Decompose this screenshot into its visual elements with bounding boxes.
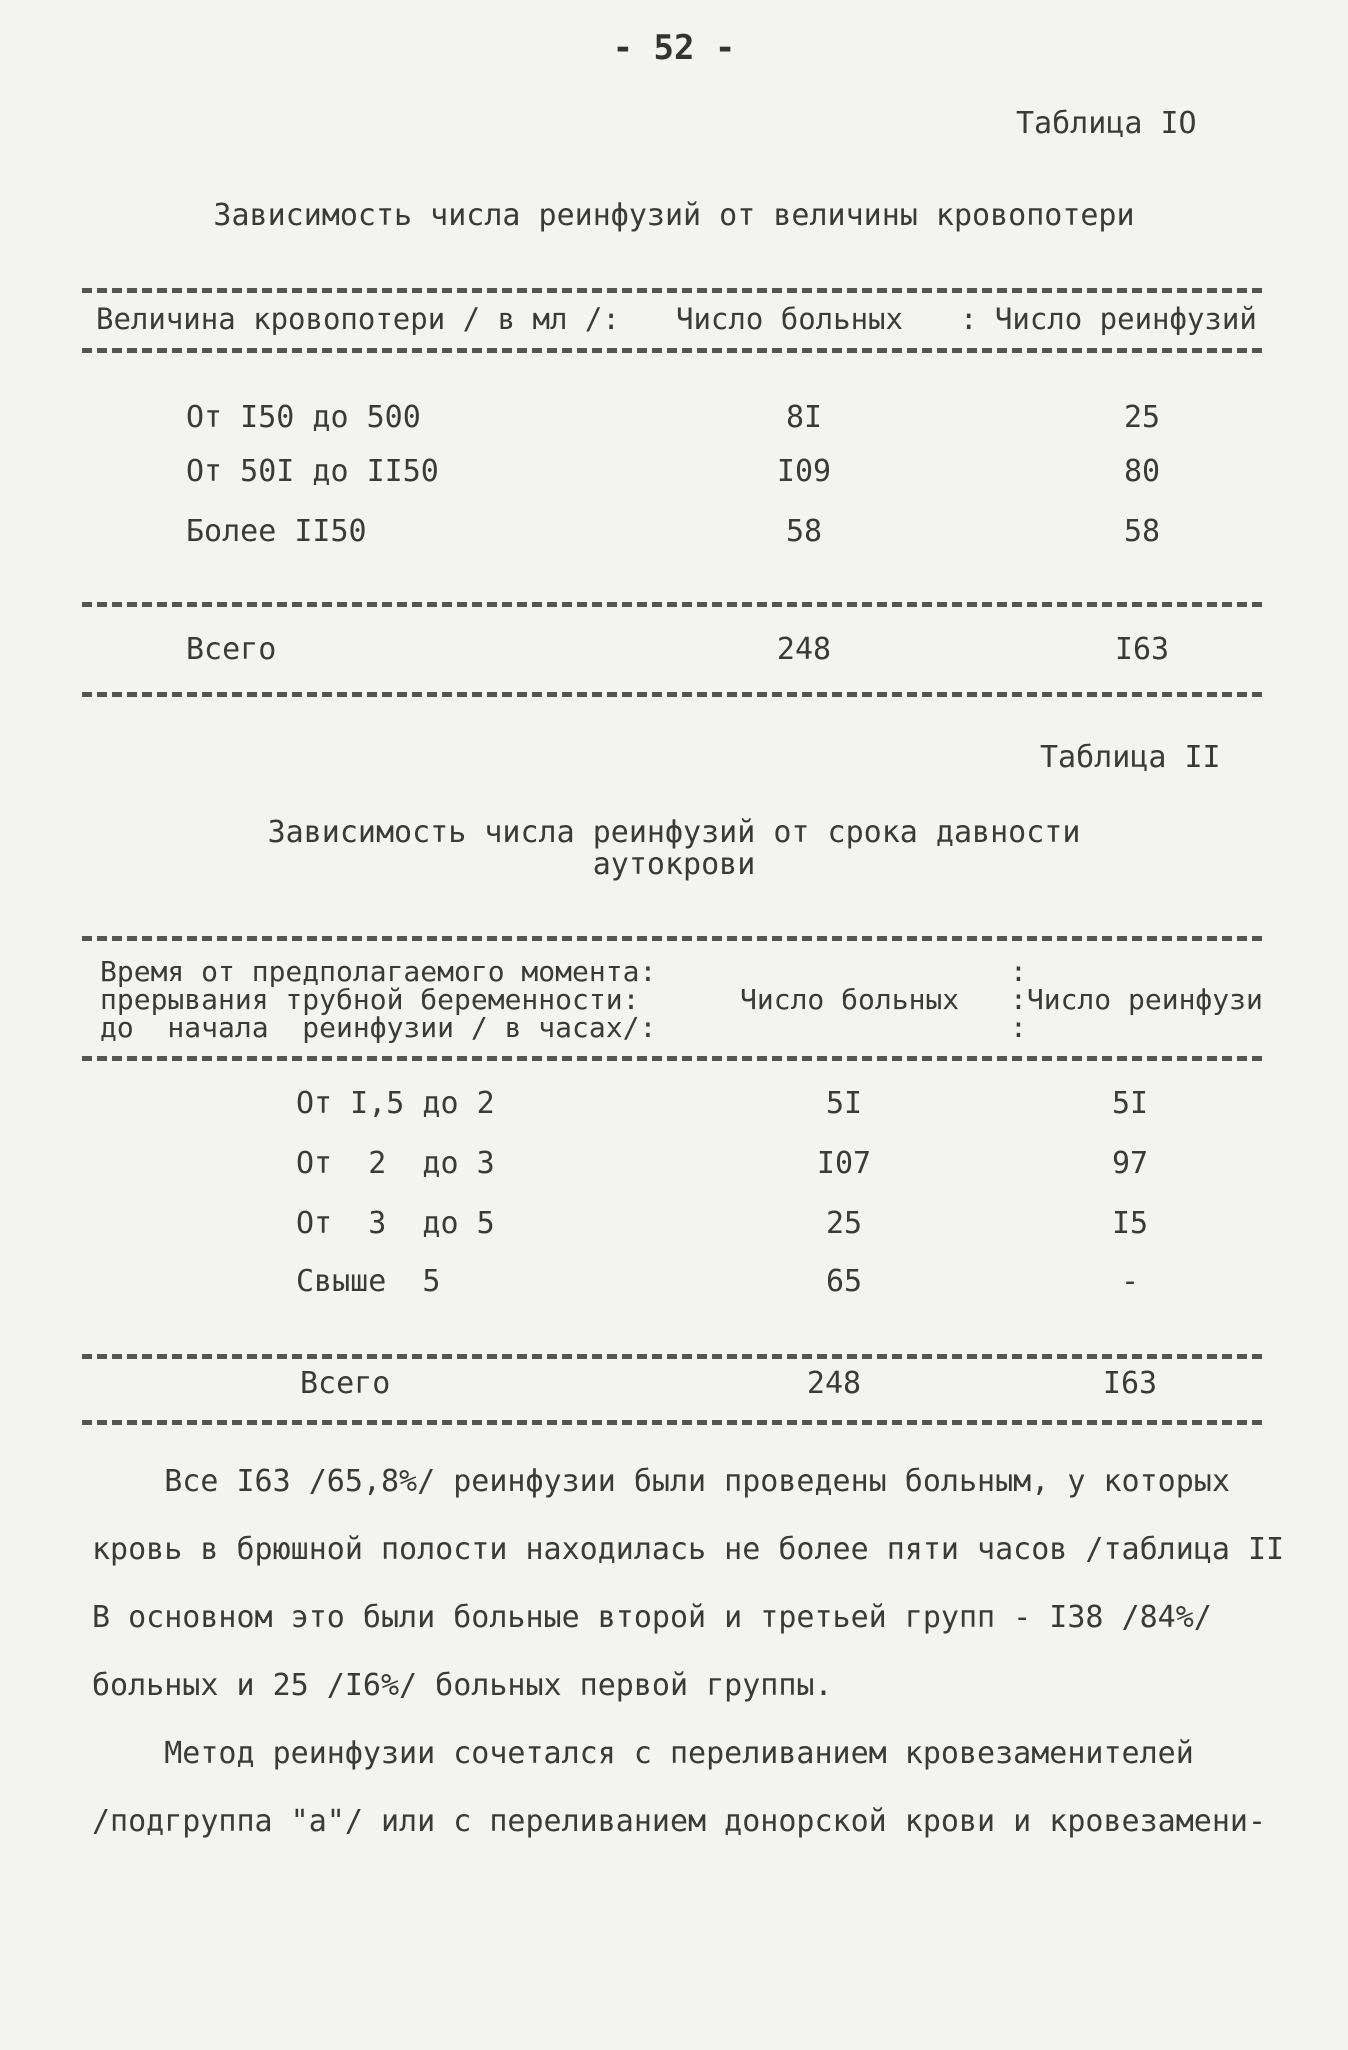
table11-row3-patients: 25 xyxy=(825,1206,863,1241)
table10-total-label: Всего xyxy=(186,632,277,667)
table11-row4-patients: 65 xyxy=(825,1264,863,1299)
table10-total-patients: 248 xyxy=(776,632,832,667)
table10-header-col2: Число больных xyxy=(676,302,903,336)
table11-row1-reinfusions: 5I xyxy=(1111,1086,1149,1121)
page-number: - 52 - xyxy=(612,28,736,68)
table10-row2-label: От 50I до II50 xyxy=(186,454,439,489)
table11-rule-header xyxy=(82,1056,1262,1061)
table10-rule-bottom xyxy=(82,692,1262,697)
table10-row1-label: От I50 до 500 xyxy=(186,400,421,435)
table11-header-col1-line3: до начала реинфузии / в часах/: xyxy=(100,1011,657,1044)
table10-row1-reinfusions: 25 xyxy=(1123,400,1161,435)
paragraph-line-4: больных и 25 /I6%/ больных первой группы. xyxy=(92,1668,833,1703)
table11-row2-patients: I07 xyxy=(816,1146,872,1181)
table11-rule-bottom xyxy=(82,1420,1262,1425)
table10-row3-reinfusions: 58 xyxy=(1123,514,1161,549)
table11-total-label: Всего xyxy=(300,1366,391,1401)
table11-total-patients: 248 xyxy=(806,1366,862,1401)
table10-label: Таблица IO xyxy=(1016,106,1197,141)
table10-header-col1: Величина кровопотери / в мл /: xyxy=(96,302,620,336)
table10-row3-label: Более II50 xyxy=(186,514,367,549)
table10-row2-reinfusions: 80 xyxy=(1123,454,1161,489)
table11-title-line2: аутокрови xyxy=(592,847,756,882)
table11-row4-label: Свыше 5 xyxy=(296,1264,441,1299)
table11-row2-label: От 2 до 3 xyxy=(296,1146,495,1181)
paragraph-line-3: В основном это были больные второй и третьей групп - I38 /84%/ xyxy=(92,1600,1212,1635)
table11-header-col1-line1: Время от предполагаемого момента: xyxy=(100,955,657,988)
table10-row1-patients: 8I xyxy=(785,400,823,435)
table10-header-col3: : Число реинфузий xyxy=(960,302,1257,336)
table11-row1-patients: 5I xyxy=(825,1086,863,1121)
table10-rule-total xyxy=(82,602,1262,607)
table11-row3-reinfusions: I5 xyxy=(1111,1206,1149,1241)
table11-row4-reinfusions: - xyxy=(1120,1264,1140,1299)
paragraph-line-1: Все I63 /65,8%/ реинфузии были проведены больным, у которых xyxy=(92,1464,1230,1499)
table11-header-sep-bottom: : xyxy=(1010,1011,1027,1044)
table10-rule-top xyxy=(82,288,1262,293)
table11-label: Таблица II xyxy=(1040,740,1221,775)
table11-rule-total xyxy=(82,1354,1262,1359)
table11-row3-label: От 3 до 5 xyxy=(296,1206,495,1241)
table11-header-col1-line2: прерывания трубной беременности: xyxy=(100,983,640,1016)
table10-rule-header xyxy=(82,348,1262,353)
table10-row2-patients: I09 xyxy=(776,454,832,489)
table10-row3-patients: 58 xyxy=(785,514,823,549)
table10-title: Зависимость числа реинфузий от величины кровопотери xyxy=(213,198,1135,233)
paragraph-line-2: кровь в брюшной полости находилась не более пяти часов /таблица II xyxy=(92,1532,1285,1567)
table11-title-line1: Зависимость числа реинфузий от срока давности xyxy=(267,815,1081,850)
table11-total-reinfusions: I63 xyxy=(1102,1366,1158,1401)
table11-row2-reinfusions: 97 xyxy=(1111,1146,1149,1181)
paragraph-line-6: /подгруппа "а"/ или с переливанием донорской крови и кровезамени- xyxy=(92,1804,1266,1839)
table11-rule-top xyxy=(82,936,1262,941)
table11-header-sep-top: : xyxy=(1010,955,1027,988)
table10-total-reinfusions: I63 xyxy=(1114,632,1170,667)
table11-header-col2: Число больных xyxy=(740,983,960,1016)
paragraph-line-5: Метод реинфузии сочетался с переливанием кровезаменителей xyxy=(92,1736,1194,1771)
table11-header-col3: :Число реинфузи xyxy=(1010,983,1263,1016)
table11-row1-label: От I,5 до 2 xyxy=(296,1086,495,1121)
